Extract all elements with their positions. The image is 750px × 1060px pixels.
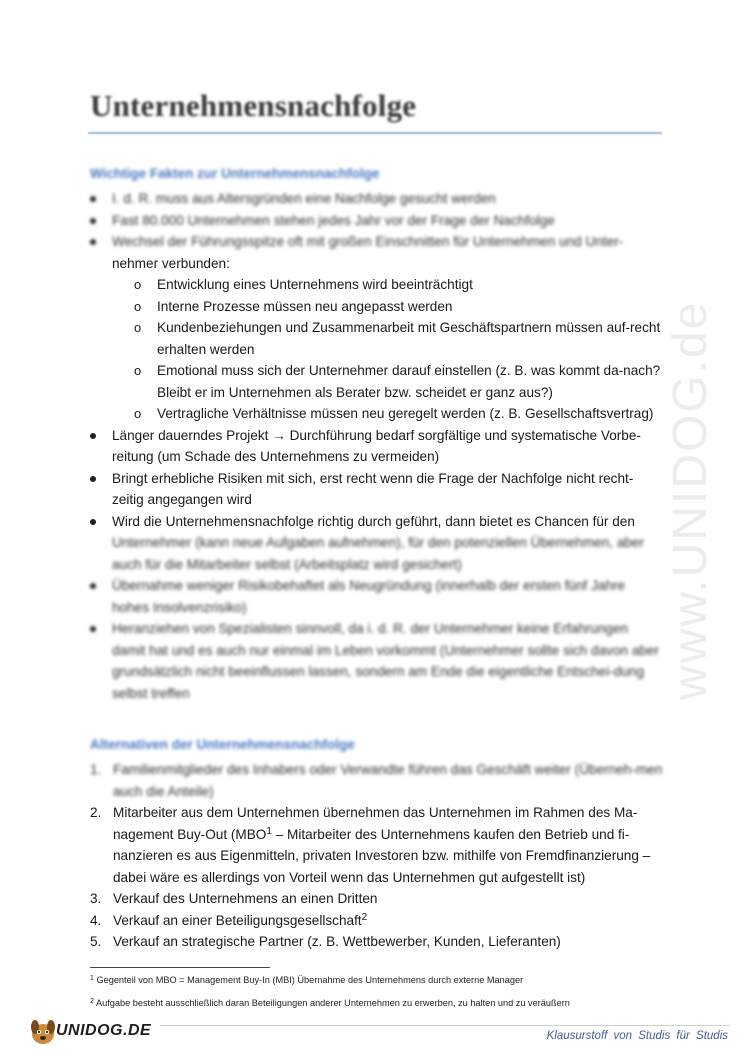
section-heading-alternatives: Alternativen der Unternehmensnachfolge bbox=[90, 737, 355, 752]
footnote-ref[interactable]: 2 bbox=[361, 911, 368, 923]
sub-list-item-text: Vertragliche Verhältnisse müssen neu geregelt werden (z. B. Gesellschaftsvertrag) bbox=[157, 406, 654, 421]
sub-list-item bbox=[90, 360, 665, 403]
footer-tagline: Klausurstoff von Studis für Studis bbox=[546, 1030, 728, 1042]
list-item-text: Länger dauerndes Projekt → Durchführung bedarf sorgfältige und systematische Vorbe-reitung (um Schade des Unternehmens zu vermeiden) bbox=[112, 427, 641, 464]
sub-list-item-text: Entwicklung eines Unternehmens wird beeinträchtigt bbox=[157, 277, 473, 292]
list-item bbox=[90, 618, 665, 704]
bullet-icon bbox=[90, 476, 96, 482]
list-item-text: nehmer verbunden: bbox=[112, 255, 230, 271]
list-item bbox=[90, 468, 665, 511]
unidog-logo[interactable] bbox=[26, 1012, 156, 1050]
sub-list-item bbox=[90, 296, 665, 318]
numbered-item bbox=[90, 759, 665, 802]
numbered-item bbox=[90, 931, 665, 953]
list-item-text: I. d. R. muss aus Altersgründen eine Nachfolge gesucht werden bbox=[112, 191, 496, 206]
numbered-item bbox=[90, 910, 665, 932]
dog-icon bbox=[26, 1014, 60, 1048]
item-number: 4. bbox=[90, 912, 102, 928]
bullet-icon bbox=[90, 583, 96, 589]
list-item bbox=[90, 425, 665, 468]
footnote-text: Gegenteil von MBO = Management Buy-In (MBI) Übernahme des Unternehmens durch externe Manager bbox=[93, 975, 524, 985]
footnote-2 bbox=[90, 998, 570, 1008]
footnote-text: Aufgabe besteht ausschließlich daran Beteiligungen anderer Unternehmen zu erwerben, zu halten und zu veräußern bbox=[93, 998, 570, 1008]
bullet-icon bbox=[90, 519, 96, 525]
numbered-item-text: Verkauf des Unternehmens an einen Dritten bbox=[113, 891, 378, 906]
list-item-text: Fast 80.000 Unternehmen stehen jedes Jahr vor der Frage der Nachfolge bbox=[112, 212, 555, 228]
page-title: Unternehmensnachfolge bbox=[90, 88, 417, 123]
list-item-text: Unternehmer (kann neue Aufgaben aufnehmen), für den potenziellen Übernehmen, aber auch für die Mitarbeiter selbst (Arbeitsplatz wird gesichert) bbox=[112, 535, 645, 572]
item-number: 1. bbox=[90, 762, 102, 777]
title-underline bbox=[88, 132, 662, 134]
list-item bbox=[90, 511, 665, 576]
circle-bullet-icon: o bbox=[134, 320, 142, 335]
logo-text: UNIDOG.DE bbox=[56, 1022, 152, 1039]
list-item-text: Wechsel der Führungsspitze oft mit großen Einschnitten für Unternehmen und Unter- bbox=[112, 234, 624, 249]
list-item bbox=[90, 210, 665, 232]
bullet-icon bbox=[90, 218, 96, 224]
sub-list-item-text: Emotional muss sich der Unternehmer darauf einstellen (z. B. was kommt da-nach? Bleibt er im Unternehmen als Berater bzw. scheidet er ganz aus?) bbox=[157, 363, 661, 400]
sub-list-item-text: Kundenbeziehungen und Zusammenarbeit mit Geschäftspartnern müssen auf-recht erhalten werden bbox=[157, 320, 661, 357]
numbered-item bbox=[90, 888, 665, 910]
sub-list-item bbox=[90, 274, 665, 296]
numbered-item-text: Verkauf an strategische Partner (z. B. Wettbewerber, Kunden, Lieferanten) bbox=[113, 934, 561, 949]
footnote-mark: 1 bbox=[90, 975, 94, 982]
list-item-text: Wird die Unternehmensnachfolge richtig durch geführt, dann bietet es Chancen für den bbox=[112, 513, 635, 529]
numbered-item-text: Mitarbeiter aus dem Unternehmen übernehmen das Unternehmen im Rahmen des Ma-nagement Buy-Out (MBO bbox=[113, 805, 638, 842]
item-number: 3. bbox=[90, 891, 102, 906]
footnote-1 bbox=[90, 975, 523, 985]
bullet-icon bbox=[90, 433, 96, 439]
footnote-divider bbox=[90, 967, 270, 968]
list-item bbox=[90, 188, 665, 210]
numbered-item bbox=[90, 802, 665, 888]
sub-list-item bbox=[90, 403, 675, 425]
bullet-icon bbox=[90, 239, 96, 245]
circle-bullet-icon: o bbox=[134, 363, 142, 378]
item-number: 5. bbox=[90, 934, 102, 949]
list-item bbox=[90, 231, 665, 274]
section-heading-facts: Wichtige Fakten zur Unternehmensnachfolge bbox=[90, 166, 380, 181]
alternatives-list bbox=[90, 759, 665, 953]
numbered-item-text: – Mitarbeiter des Unternehmens kaufen den Betrieb und fi-nanzieren es aus Eigenmitteln, privaten Investoren bzw. mithilfe von Fremdfinanzierung – dabei wäre es allerdings von Vorteil wenn das Unternehmen gut aufgestellt ist) bbox=[113, 826, 651, 885]
footnote-mark: 2 bbox=[90, 998, 94, 1005]
list-item-text: Heranziehen von Spezialisten sinnvoll, da i. d. R. der Unternehmer keine Erfahrungen damit hat und es auch nur einmal im Leben vorkommt (Unternehmer sollte sich davon aber grundsätzlich nicht beeinflussen lassen, sondern am Ende die eigentliche Entschei-dung selbst treffen bbox=[112, 621, 660, 701]
list-item-text: Bringt erhebliche Risiken mit sich, erst recht wenn die Frage der Nachfolge nicht recht-zeitig angegangen wird bbox=[112, 470, 634, 507]
circle-bullet-icon: o bbox=[134, 298, 142, 314]
facts-list bbox=[90, 188, 665, 704]
footer-divider bbox=[160, 1025, 730, 1026]
circle-bullet-icon: o bbox=[134, 406, 142, 421]
watermark: www.UNIDOG.de bbox=[664, 300, 717, 700]
item-number: 2. bbox=[90, 805, 102, 820]
list-item-text: Übernahme weniger Risikobehaftet als Neugründung (innerhalb der ersten fünf Jahre hohes Insolvenzrisiko) bbox=[112, 578, 626, 615]
numbered-item-text: Familienmitglieder des Inhabers oder Verwandte führen das Geschäft weiter (Überneh-men auch die Anteile) bbox=[113, 762, 663, 799]
circle-bullet-icon: o bbox=[134, 277, 142, 292]
bullet-icon bbox=[90, 196, 96, 202]
numbered-item-text: Verkauf an einer Beteiligungsgesellschaft bbox=[113, 912, 362, 928]
sub-list-item bbox=[90, 317, 665, 360]
list-item bbox=[90, 575, 665, 618]
footnote-ref[interactable]: 1 bbox=[266, 825, 272, 837]
bullet-icon bbox=[90, 626, 96, 632]
sub-list-item-text: Interne Prozesse müssen neu angepasst werden bbox=[157, 298, 453, 314]
